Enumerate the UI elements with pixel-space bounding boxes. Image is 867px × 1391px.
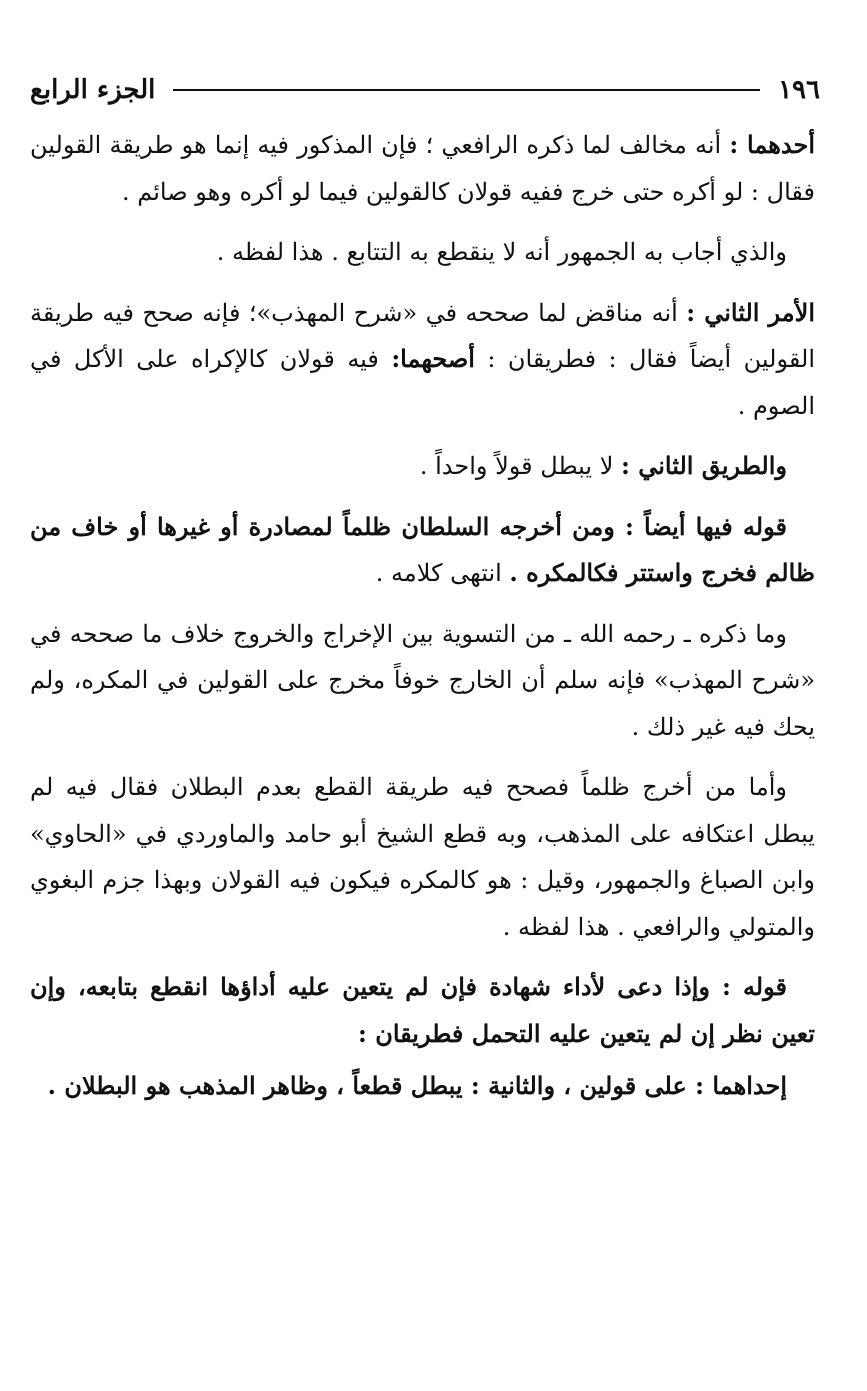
page-header bbox=[30, 70, 820, 110]
header-rule bbox=[173, 89, 760, 91]
paragraph-quote-sultan bbox=[30, 504, 815, 597]
page-body bbox=[30, 122, 815, 1124]
paragraph-first-matter bbox=[30, 122, 815, 215]
paragraph-text: انتهى كلامه . bbox=[375, 559, 510, 587]
paragraph-text: أنه مخالف لما ذكره الرافعي ؛ فإن المذكور فيه إنما هو طريقة القولين فقال : لو أكره حتى خرج ففيه قولان كالقولين فيما لو أكره وهو صائم . bbox=[30, 131, 815, 206]
paragraph-lead: والطريق الثاني : bbox=[621, 451, 787, 480]
paragraph-text: لا يبطل قولاً واحداً . bbox=[419, 452, 622, 480]
paragraph-quote: قوله : وإذا دعى لأداء شهادة فإن لم يتعين عليه أداؤها انقطع بتابعه، وإن تعين نظر إن لم يتعين عليه التحمل فطريقان : bbox=[30, 972, 815, 1048]
paragraph-second-matter bbox=[30, 290, 815, 430]
paragraph-second-way bbox=[30, 443, 815, 490]
paragraph-text: فيه قولان كالإكراه على الأكل في الصوم . bbox=[30, 345, 815, 420]
paragraph-commentary bbox=[30, 611, 815, 751]
paragraph-text: وأما من أخرج ظلماً فصحح فيه طريقة القطع بعدم البطلان فقال فيه لم يبطل اعتكافه على المذهب، وبه قطع الشيخ أبو حامد والماوردي في «الحاوي» وابن الصباغ والجمهور، وقيل : هو كالمكره فيكون فيه القولان وبهذا جزم البغوي والمتولي والرافعي . هذا لفظه . bbox=[30, 773, 815, 941]
running-title: الجزء الرابع bbox=[30, 75, 156, 105]
paragraph-text: وما ذكره ـ رحمه الله ـ من التسوية بين الإخراج والخروج خلاف ما صححه في «شرح المهذب» فإنه سلم أن الخارج خوفاً مخرج على القولين في المكره، ولم يحك فيه غير ذلك . bbox=[30, 619, 815, 741]
paragraph-quote: إحداهما : على قولين ، والثانية : يبطل قطعاً ، وظاهر المذهب هو البطلان . bbox=[47, 1071, 787, 1100]
paragraph-text: أنه مناقض لما صححه في «شرح المهذب»؛ فإنه صحح فيه طريقة القولين أيضاً فقال : فطريقان : bbox=[30, 298, 815, 373]
paragraph-emphasis: أصحهما: bbox=[391, 344, 475, 373]
paragraph-two-ways bbox=[30, 1063, 815, 1110]
paragraph-lead: الأمر الثاني : bbox=[686, 297, 815, 327]
paragraph-quote-testimony bbox=[30, 964, 815, 1057]
paragraph-expelled-unjustly bbox=[30, 764, 815, 950]
paragraph-quote: قوله فيها أيضاً : ومن أخرجه السلطان ظلماً لمصادرة أو غيرها أو خاف من ظالم فخرج واستتر فكالمكره . bbox=[30, 511, 815, 587]
paragraph-lead: أحدهما : bbox=[729, 130, 815, 159]
paragraph-text: والذي أجاب به الجمهور أنه لا ينقطع به التتابع . هذا لفظه . bbox=[216, 238, 787, 266]
paragraph-majority-answer bbox=[30, 229, 815, 276]
page-number: ١٩٦ bbox=[778, 75, 820, 105]
